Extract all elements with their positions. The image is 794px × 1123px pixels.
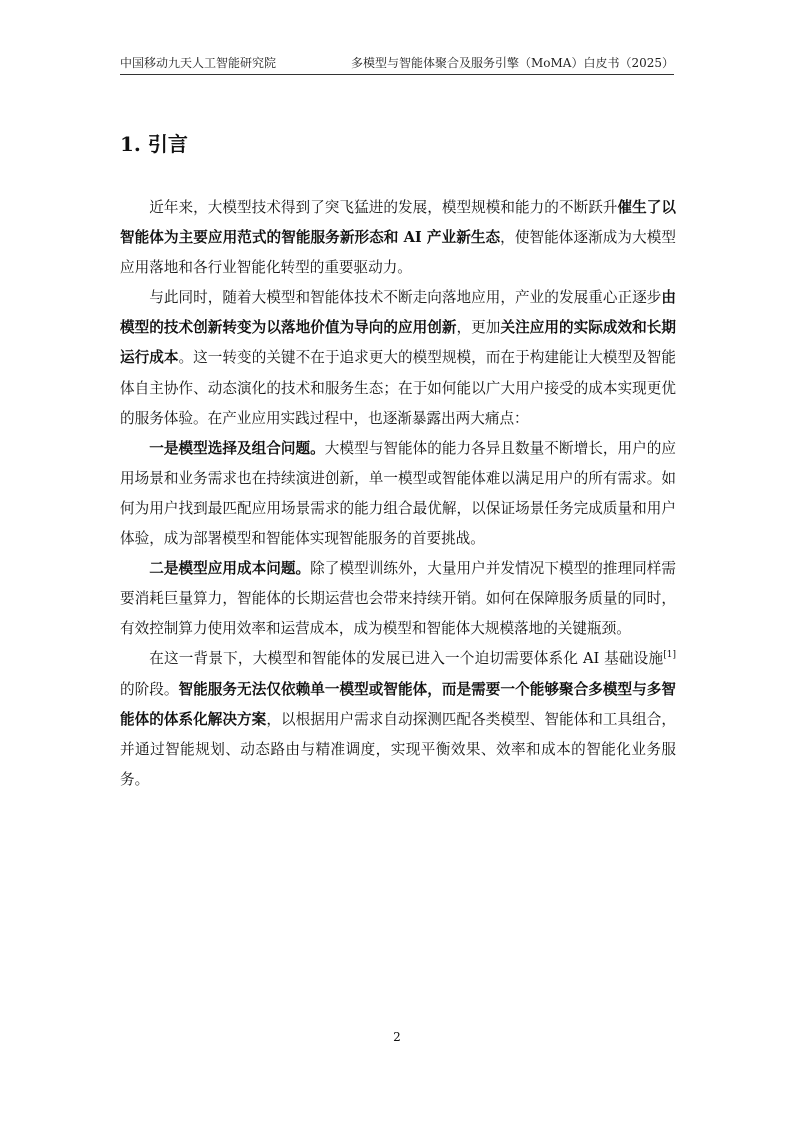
bold-run: 由模型的技术创新转变为以落地价值为导向的应用创新: [120, 289, 676, 337]
page-number: 2: [393, 1030, 401, 1044]
text-run: 的阶段。: [120, 680, 179, 698]
text-run: ，使智能体逐渐成为大模型应用落地和各行业智能化转型的重要驱动力。: [120, 229, 676, 277]
bold-run: 二是模型应用成本问题。: [149, 560, 311, 578]
text-run: 与此同时，随着大模型和智能体技术不断走向落地应用，产业的发展重心正逐步: [149, 289, 662, 307]
citation-ref[interactable]: [1]: [663, 650, 676, 661]
body-text: [120, 193, 676, 795]
paragraph-4: [120, 554, 676, 644]
text-run: 大模型与智能体的能力各异且数量不断增长，用户的应用场景和业务需求也在持续演进创新，单一模型或智能体难以满足用户的所有需求。如何为用户找到最匹配应用场景需求的能力组合最优解，以保证场景任务完成质量和用户体验，成为部署模型和智能体实现智能服务的首要挑战。: [120, 439, 676, 548]
header-institution: 中国移动九天人工智能研究院: [120, 56, 277, 70]
text-run: 近年来，大模型技术得到了突飞猛进的发展，模型规模和能力的不断跃升: [149, 199, 618, 216]
paragraph-5: [120, 644, 676, 794]
paragraph-2: [120, 283, 676, 433]
bold-run: 催生了以智能体为主要应用范式的智能服务新形态和 AI 产业新生态: [120, 199, 676, 247]
section-heading: [120, 130, 188, 158]
paragraph-1: [120, 193, 676, 283]
text-run: 。这一转变的关键不在于追求更大的模型规模，而在于构建能让大模型及智能体自主协作、动态演化的技术和服务生态；在于如何能以广大用户接受的成本实现更优的服务体验。在产业应用实践过程中，也逐渐暴露出两大痛点：: [120, 349, 676, 427]
text-run: 除了模型训练外，大量用户并发情况下模型的推理同样需要消耗巨量算力，智能体的长期运营也会带来持续开销。如何在保障服务质量的同时，有效控制算力使用效率和运营成本，成为模型和智能体大规模落地的关键瓶颈。: [120, 560, 676, 638]
header-document-title: 多模型与智能体聚合及服务引擎（MoMA）白皮书（2025）: [350, 56, 674, 70]
text-run: ，以根据用户需求自动探测匹配各类模型、智能体和工具组合，并通过智能规划、动态路由与精准调度，实现平衡效果、效率和成本的智能化业务服务。: [120, 710, 676, 788]
text-run: 在这一背景下，大模型和智能体的发展已进入一个迫切需要体系化 AI 基础设施: [149, 650, 664, 668]
bold-run: 一是模型选择及组合问题。: [149, 439, 325, 457]
header-divider: [120, 74, 674, 75]
section-title: 引言: [147, 132, 188, 156]
bold-run: 关注应用的实际成效和长期运行成本: [120, 319, 676, 367]
running-header: [120, 53, 674, 73]
paragraph-3: [120, 434, 676, 554]
section-number: 1.: [120, 132, 141, 156]
text-run: ，更加: [456, 319, 501, 337]
bold-run: 智能服务无法仅依赖单一模型或智能体，而是需要一个能够聚合多模型与多智能体的体系化解决方案: [120, 680, 676, 728]
